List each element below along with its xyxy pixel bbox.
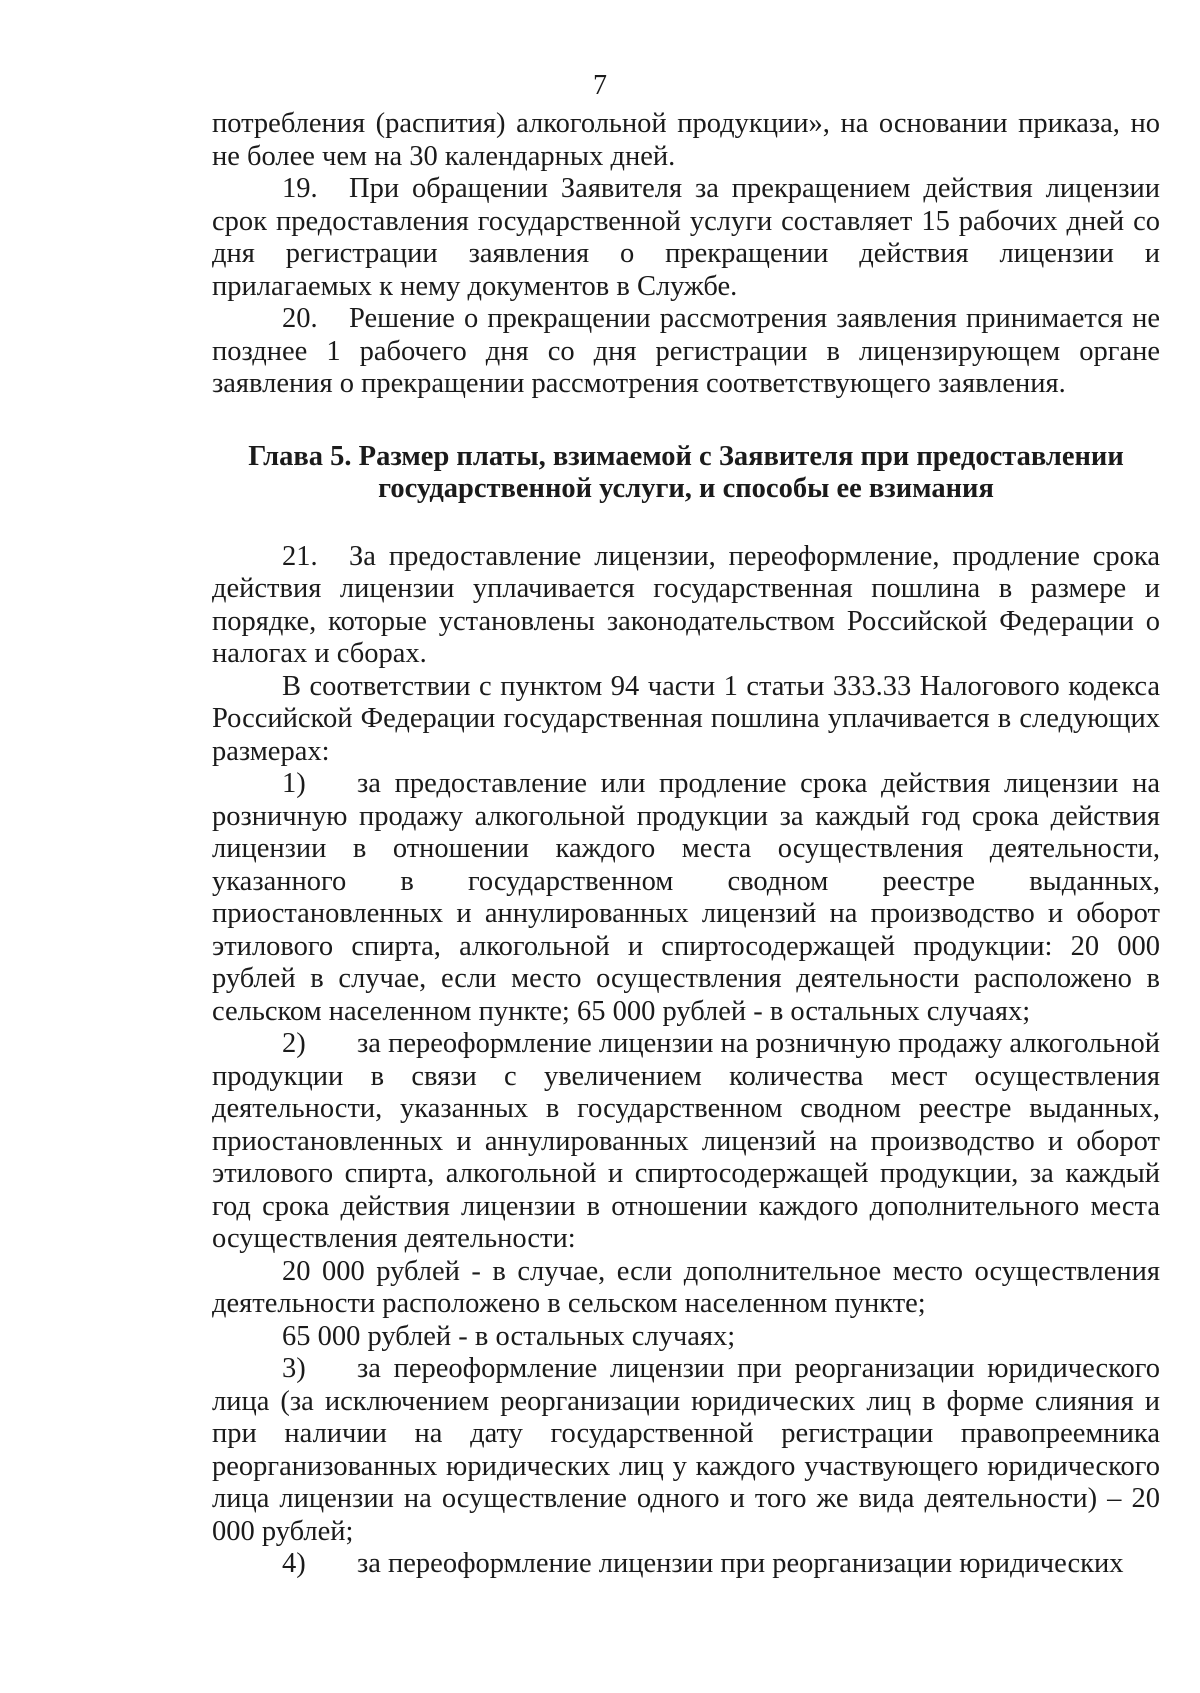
list-item-number: 2) (282, 1028, 306, 1059)
paragraph-text: 65 000 рублей - в остальных случаях; (282, 1320, 736, 1352)
list-item-number: 4) (282, 1548, 306, 1579)
paragraph-tax-code (212, 671, 1160, 769)
list-item-2 (212, 1028, 1160, 1256)
chapter-title-line-1: Глава 5. Размер платы, взимаемой с Заявителя при предоставлении (248, 440, 1124, 472)
paragraph-fee-other (212, 1321, 1160, 1354)
paragraph-number: 19. (282, 173, 318, 204)
paragraph-text: Решение о прекращении рассмотрения заявления принимается не позднее 1 рабочего дня со дня регистрации в лицензирующем органе заявления о прекращении рассмотрения соответствующего заявления. (212, 303, 1160, 399)
list-item-number: 1) (282, 768, 306, 799)
list-item-text: за предоставление или продление срока действия лицензии на розничную продажу алкогольной продукции за каждый год срока действия лицензии в отношении каждого места осуществления деятельности, указанного в государственном сводном реестре выданных, приостановленных и аннулированных лицензий на производство и оборот этилового спирта, алкогольной и спиртосодержащей продукции: 20 000 рублей в случае, если место осуществления деятельности расположено в сельском населенном пункте; 65 000 рублей - в остальных случаях; (212, 768, 1160, 1027)
list-item-4 (212, 1548, 1160, 1581)
paragraph-fee-rural (212, 1256, 1160, 1321)
paragraph-20 (212, 303, 1160, 401)
list-item-text: за переоформление лицензии на розничную продажу алкогольной продукции в связи с увеличением количества мест осуществления деятельности, указанных в государственном сводном реестре выданных, приостановленных и аннулированных лицензий на производство и оборот этилового спирта, алкогольной и спиртосодержащей продукции, за каждый год срока действия лицензии в отношении каждого дополнительного места осуществления деятельности: (212, 1028, 1160, 1254)
paragraph-text: При обращении Заявителя за прекращением действия лицензии срок предоставления государственной услуги составляет 15 рабочих дней со дня регистрации заявления о прекращении действия лицензии и прилагаемых к нему документов в Службе. (212, 173, 1160, 302)
paragraph-text: За предоставление лицензии, переоформление, продление срока действия лицензии уплачивается государственная пошлина в размере и порядке, которые установлены законодательством Российской Федерации о налогах и сборах. (212, 540, 1160, 669)
paragraph-19 (212, 173, 1160, 303)
paragraph-text: 20 000 рублей - в случае, если дополнительное место осуществления деятельности расположено в сельском населенном пункте; (212, 1255, 1160, 1319)
chapter-heading (212, 441, 1160, 506)
paragraph-text: В соответствии с пунктом 94 части 1 статьи 333.33 Налогового кодекса Российской Федерации государственная пошлина уплачивается в следующих размерах: (212, 670, 1160, 767)
list-item-text: за переоформление лицензии при реорганизации юридического лица (за исключением реорганизации юридических лиц в форме слияния и при наличии на дату государственной регистрации правопреемника реорганизованных юридических лиц у каждого участвующего юридического лица лицензии на осуществление одного и того же вида деятельности) – 20 000 рублей; (212, 1353, 1160, 1547)
paragraph-21 (212, 541, 1160, 671)
paragraph-number: 20. (282, 303, 318, 334)
list-item-text: за переоформление лицензии при реорганизации юридических (357, 1548, 1124, 1579)
chapter-title-line-2: государственной услуги, и способы ее взимания (378, 473, 994, 504)
paragraph-text: потребления (распития) алкогольной продукции», на основании приказа, но не более чем на 30 календарных дней. (212, 108, 1160, 172)
paragraph-continuation (212, 108, 1160, 173)
list-item-3 (212, 1353, 1160, 1548)
page-number: 7 (593, 70, 607, 101)
paragraph-number: 21. (282, 540, 318, 572)
list-item-number: 3) (282, 1353, 306, 1384)
list-item-1 (212, 768, 1160, 1028)
document-body (212, 108, 1160, 1581)
